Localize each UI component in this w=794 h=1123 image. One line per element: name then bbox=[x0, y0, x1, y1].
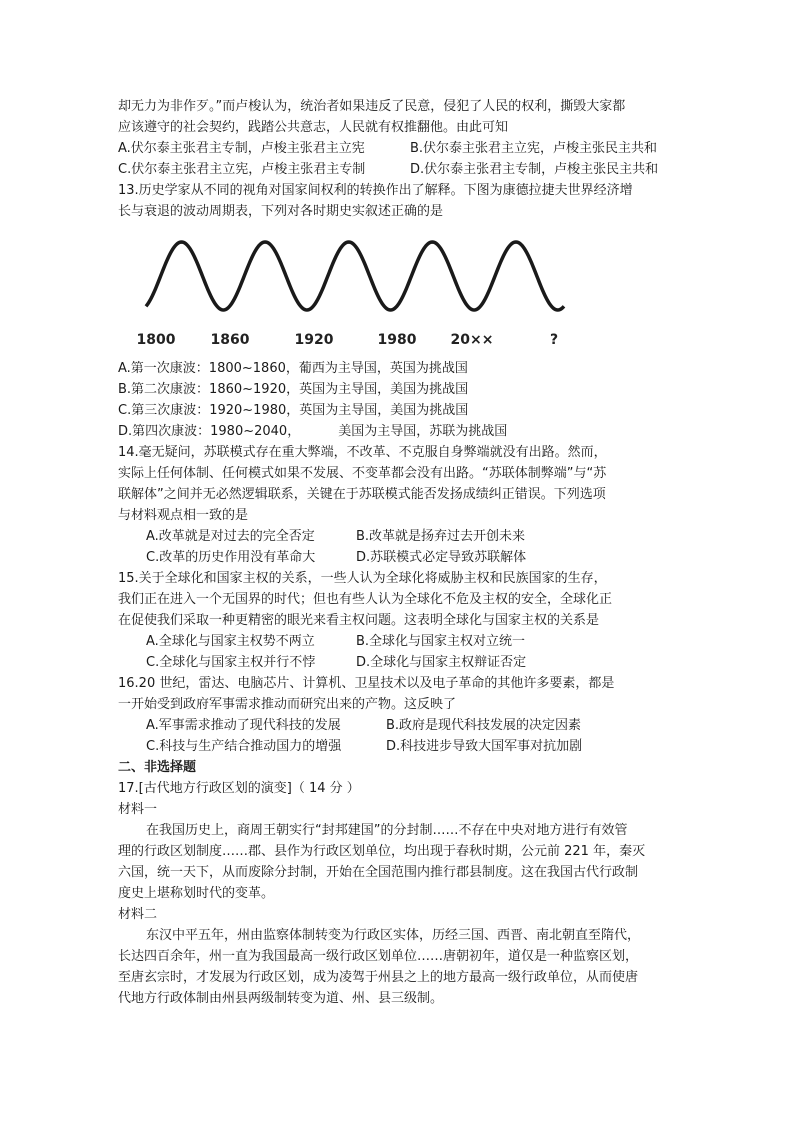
wave-series-line bbox=[146, 242, 564, 310]
q13-option-a: A.第一次康波：1800~1860，葡西为主导国，英国为挑战国 bbox=[118, 361, 468, 376]
q17-material-2-label: 材料二 bbox=[118, 907, 158, 922]
q16-line1: 16.20 世纪，雷达、电脑芯片、计算机、卫星技术以及电子革命的其他许多要素，都是 bbox=[118, 676, 615, 691]
q14-option-b: B.改革就是扬弃过去开创未来 bbox=[356, 529, 526, 544]
q16-options-row2 bbox=[118, 736, 683, 757]
q15-option-a: A.全球化与国家主权势不两立 bbox=[146, 634, 315, 649]
q17-m1-line4: 度史上堪称划时代的变革。 bbox=[118, 886, 275, 901]
exam-page bbox=[118, 96, 683, 1009]
x-tick-label: 1920 bbox=[294, 332, 334, 348]
q12-option-b: B.伏尔泰主张君主立宪，卢梭主张民主共和 bbox=[410, 141, 658, 156]
q13-option-d bbox=[118, 421, 683, 442]
q14-line4: 与材料观点相一致的是 bbox=[118, 508, 249, 523]
q17-m2-line1: 东汉中平五年，州由监察体制转变为行政区实体，历经三国、西晋、南北朝直至隋代， bbox=[146, 928, 641, 943]
q17-title: 17.[古代地方行政区划的演变]（ 14 分 ） bbox=[118, 781, 360, 796]
section-2-title: 二、非选择题 bbox=[118, 760, 197, 775]
x-tick-label: ? bbox=[549, 332, 559, 348]
q16-option-d: D.科技进步导致大国军事对抗加剧 bbox=[386, 739, 583, 754]
q14-line1: 14.毫无疑问，苏联模式存在重大弊端，不改革、不克服自身弊端就没有出路。然而， bbox=[118, 445, 607, 460]
q13-line1: 13.历史学家从不同的视角对国家间权利的转换作出了解释。下图为康德拉捷夫世界经济增 bbox=[118, 183, 633, 198]
q16-option-b: B.政府是现代科技发展的决定因素 bbox=[386, 718, 582, 733]
q17-m2-line3: 至唐玄宗时，才发展为行政区划，成为凌驾于州县之上的地方最高一级行政单位，从而使唐 bbox=[118, 970, 639, 985]
q13-line2: 长与衰退的波动周期表，下列对各时期史实叙述正确的是 bbox=[118, 204, 444, 219]
q14-option-a: A.改革就是对过去的完全否定 bbox=[146, 529, 315, 544]
x-tick-label: 1980 bbox=[377, 332, 417, 348]
x-tick-label: 20×× bbox=[450, 332, 494, 348]
wave-svg bbox=[118, 226, 578, 354]
x-tick-label: 1800 bbox=[136, 332, 176, 348]
q17-m1-line3: 六国，统一天下，从而废除分封制，开始在全国范围内推行郡县制度。这在我国古代行政制 bbox=[118, 865, 639, 880]
q12-options-row1 bbox=[118, 138, 683, 159]
q15-line1: 15.关于全球化和国家主权的关系，一些人认为全球化将威胁主权和民族国家的生存， bbox=[118, 571, 607, 586]
q14-line3: 联解体”之间并无必然逻辑联系，关键在于苏联模式能否发扬成绩纠正错误。下列选项 bbox=[118, 487, 606, 502]
x-tick-label: 1860 bbox=[210, 332, 250, 348]
q12-option-a: A.伏尔泰主张君主专制，卢梭主张君主立宪 bbox=[118, 141, 365, 156]
q15-options-row1 bbox=[118, 631, 683, 652]
q13-option-d-part1: D.第四次康波：1980~2040， bbox=[118, 424, 301, 439]
q14-option-d: D.苏联模式必定导致苏联解体 bbox=[356, 550, 527, 565]
q15-options-row2 bbox=[118, 652, 683, 673]
q15-option-d: D.全球化与国家主权辩证否定 bbox=[356, 655, 527, 670]
q13-option-c: C.第三次康波：1920~1980，英国为主导国，美国为挑战国 bbox=[118, 403, 469, 418]
q15-option-b: B.全球化与国家主权对立统一 bbox=[356, 634, 526, 649]
q13-option-b: B.第二次康波：1860~1920，英国为主导国，美国为挑战国 bbox=[118, 382, 469, 397]
q16-option-c: C.科技与生产结合推动国力的增强 bbox=[146, 739, 342, 754]
q12-options-row2 bbox=[118, 159, 683, 180]
q16-option-a: A.军事需求推动了现代科技的发展 bbox=[146, 718, 341, 733]
q15-line3: 在促使我们采取一种更精密的眼光来看主权问题。这表明全球化与国家主权的关系是 bbox=[118, 613, 600, 628]
q12-option-c: C.伏尔泰主张君主立宪，卢梭主张君主专制 bbox=[118, 162, 366, 177]
q14-options-row1 bbox=[118, 526, 683, 547]
q17-m2-line4: 代地方行政体制由州县两级制转变为道、州、县三级制。 bbox=[118, 991, 444, 1006]
q14-option-c: C.改革的历史作用没有革命大 bbox=[146, 550, 316, 565]
q12-line1: 却无力为非作歹。”而卢梭认为，统治者如果违反了民意，侵犯了人民的权利，撕毁大家都 bbox=[118, 99, 626, 114]
q14-options-row2 bbox=[118, 547, 683, 568]
q17-m2-line2: 长达四百余年，州一直为我国最高一级行政区划单位……唐朝初年，道仅是一种监察区划， bbox=[118, 949, 639, 964]
q12-option-d: D.伏尔泰主张君主专制，卢梭主张民主共和 bbox=[410, 162, 659, 177]
q13-option-d-part2: 美国为主导国，苏联为挑战国 bbox=[338, 424, 508, 439]
kondratiev-wave-chart bbox=[118, 226, 683, 354]
q17-m1-line1: 在我国历史上，商周王朝实行“封邦建国”的分封制……不存在中央对地方进行有效管 bbox=[146, 823, 628, 838]
q15-option-c: C.全球化与国家主权并行不悖 bbox=[146, 655, 316, 670]
q15-line2: 我们正在进入一个无国界的时代；但也有些人认为全球化不危及主权的安全，全球化正 bbox=[118, 592, 613, 607]
q17-m1-line2: 理的行政区划制度……郡、县作为行政区划单位，均出现于春秋时期，公元前 221 年，秦灭 bbox=[118, 844, 646, 859]
q14-line2: 实际上任何体制、任何模式如果不发展、不变革都会没有出路。“苏联体制弊端”与“苏 bbox=[118, 466, 607, 481]
q17-material-1-label: 材料一 bbox=[118, 802, 158, 817]
q16-options-row1 bbox=[118, 715, 683, 736]
q16-line2: 一开始受到政府军事需求推动而研究出来的产物。这反映了 bbox=[118, 697, 457, 712]
q12-line2: 应该遵守的社会契约，践踏公共意志，人民就有权推翻他。由此可知 bbox=[118, 120, 509, 135]
